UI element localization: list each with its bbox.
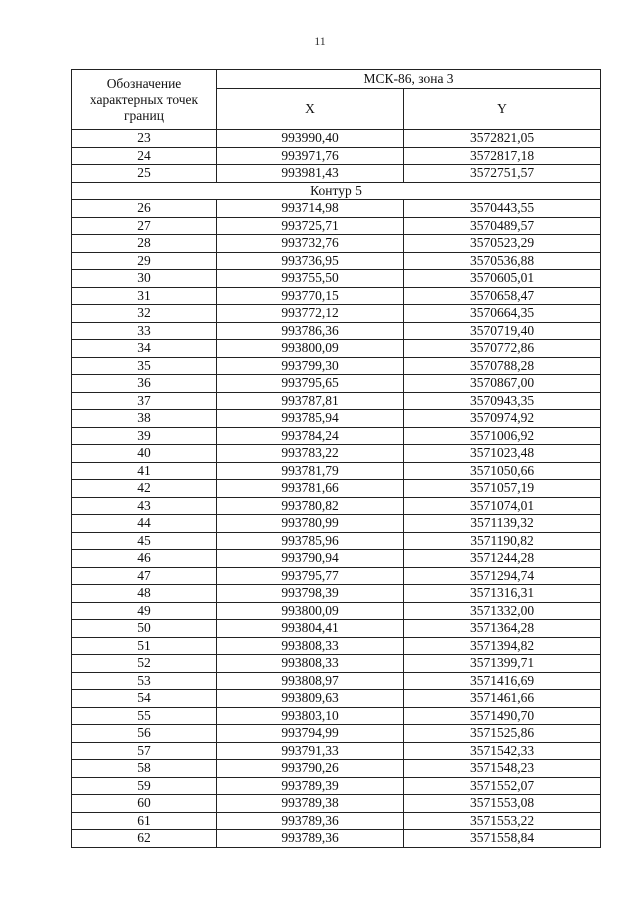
header-x: X [217,89,404,130]
x-coordinate-cell: 993799,30 [217,357,404,375]
point-number-cell: 40 [72,445,217,463]
y-coordinate-cell: 3571552,07 [404,777,601,795]
table-row [72,567,601,585]
x-coordinate-cell: 993785,94 [217,410,404,428]
x-coordinate-cell: 993990,40 [217,130,404,148]
x-coordinate-cell: 993785,96 [217,532,404,550]
point-number-cell: 23 [72,130,217,148]
table-row [72,165,601,183]
x-coordinate-cell: 993725,71 [217,217,404,235]
table-row [72,130,601,148]
y-coordinate-cell: 3571244,28 [404,550,601,568]
x-coordinate-cell: 993794,99 [217,725,404,743]
x-coordinate-cell: 993736,95 [217,252,404,270]
point-number-cell: 59 [72,777,217,795]
y-coordinate-cell: 3570867,00 [404,375,601,393]
x-coordinate-cell: 993789,38 [217,795,404,813]
x-coordinate-cell: 993809,63 [217,690,404,708]
table-row [72,322,601,340]
y-coordinate-cell: 3571294,74 [404,567,601,585]
x-coordinate-cell: 993971,76 [217,147,404,165]
x-coordinate-cell: 993804,41 [217,620,404,638]
point-number-cell: 45 [72,532,217,550]
point-number-cell: 41 [72,462,217,480]
table-row [72,532,601,550]
section-row-group [72,182,601,200]
point-number-cell: 55 [72,707,217,725]
point-number-cell: 24 [72,147,217,165]
y-coordinate-cell: 3570536,88 [404,252,601,270]
table-row [72,742,601,760]
x-coordinate-cell: 993981,43 [217,165,404,183]
table-row [72,252,601,270]
y-coordinate-cell: 3570523,29 [404,235,601,253]
point-number-cell: 54 [72,690,217,708]
y-coordinate-cell: 3571461,66 [404,690,601,708]
y-coordinate-cell: 3571553,08 [404,795,601,813]
x-coordinate-cell: 993800,09 [217,340,404,358]
x-coordinate-cell: 993781,79 [217,462,404,480]
y-coordinate-cell: 3570974,92 [404,410,601,428]
point-number-cell: 42 [72,480,217,498]
x-coordinate-cell: 993781,66 [217,480,404,498]
point-number-cell: 60 [72,795,217,813]
x-coordinate-cell: 993714,98 [217,200,404,218]
point-number-cell: 31 [72,287,217,305]
header-coordinate-system: МСК-86, зона 3 [217,70,601,89]
point-number-cell: 36 [72,375,217,393]
y-coordinate-cell: 3571050,66 [404,462,601,480]
point-number-cell: 29 [72,252,217,270]
x-coordinate-cell: 993789,39 [217,777,404,795]
y-coordinate-cell: 3572821,05 [404,130,601,148]
x-coordinate-cell: 993808,33 [217,655,404,673]
table-row [72,515,601,533]
point-number-cell: 32 [72,305,217,323]
y-coordinate-cell: 3571416,69 [404,672,601,690]
table-row [72,777,601,795]
point-number-cell: 38 [72,410,217,428]
point-number-cell: 39 [72,427,217,445]
table-row [72,760,601,778]
rows-before-section [72,130,601,183]
y-coordinate-cell: 3571139,32 [404,515,601,533]
x-coordinate-cell: 993803,10 [217,707,404,725]
table-row [72,795,601,813]
table-row [72,550,601,568]
x-coordinate-cell: 993787,81 [217,392,404,410]
table-row [72,830,601,848]
y-coordinate-cell: 3570664,35 [404,305,601,323]
table-row [72,410,601,428]
table-row [72,725,601,743]
table-row [72,620,601,638]
point-number-cell: 48 [72,585,217,603]
section-row [72,182,601,200]
y-coordinate-cell: 3570658,47 [404,287,601,305]
x-coordinate-cell: 993770,15 [217,287,404,305]
x-coordinate-cell: 993795,77 [217,567,404,585]
x-coordinate-cell: 993732,76 [217,235,404,253]
rows-after-section [72,200,601,848]
y-coordinate-cell: 3572751,57 [404,165,601,183]
y-coordinate-cell: 3571316,31 [404,585,601,603]
table-row [72,287,601,305]
y-coordinate-cell: 3571548,23 [404,760,601,778]
table-row [72,497,601,515]
y-coordinate-cell: 3571558,84 [404,830,601,848]
point-number-cell: 53 [72,672,217,690]
point-number-cell: 30 [72,270,217,288]
point-number-cell: 56 [72,725,217,743]
point-number-cell: 50 [72,620,217,638]
point-number-cell: 26 [72,200,217,218]
y-coordinate-cell: 3570489,57 [404,217,601,235]
x-coordinate-cell: 993808,97 [217,672,404,690]
point-number-cell: 62 [72,830,217,848]
table-row [72,462,601,480]
y-coordinate-cell: 3570605,01 [404,270,601,288]
y-coordinate-cell: 3571553,22 [404,812,601,830]
x-coordinate-cell: 993780,82 [217,497,404,515]
x-coordinate-cell: 993808,33 [217,637,404,655]
point-number-cell: 35 [72,357,217,375]
x-coordinate-cell: 993800,09 [217,602,404,620]
y-coordinate-cell: 3570719,40 [404,322,601,340]
table-row [72,672,601,690]
table-row [72,585,601,603]
x-coordinate-cell: 993780,99 [217,515,404,533]
table-row [72,305,601,323]
section-label: Контур 5 [72,182,601,200]
y-coordinate-cell: 3571364,28 [404,620,601,638]
point-number-cell: 37 [72,392,217,410]
point-number-cell: 47 [72,567,217,585]
table-row [72,217,601,235]
point-number-cell: 44 [72,515,217,533]
y-coordinate-cell: 3571023,48 [404,445,601,463]
y-coordinate-cell: 3571074,01 [404,497,601,515]
y-coordinate-cell: 3572817,18 [404,147,601,165]
x-coordinate-cell: 993784,24 [217,427,404,445]
y-coordinate-cell: 3570788,28 [404,357,601,375]
table-row [72,340,601,358]
y-coordinate-cell: 3571332,00 [404,602,601,620]
table-row [72,357,601,375]
point-number-cell: 25 [72,165,217,183]
table-row [72,200,601,218]
x-coordinate-cell: 993791,33 [217,742,404,760]
y-coordinate-cell: 3571542,33 [404,742,601,760]
x-coordinate-cell: 993789,36 [217,812,404,830]
point-number-cell: 28 [72,235,217,253]
table-row [72,637,601,655]
point-number-cell: 52 [72,655,217,673]
y-coordinate-cell: 3571006,92 [404,427,601,445]
y-coordinate-cell: 3570772,86 [404,340,601,358]
y-coordinate-cell: 3571525,86 [404,725,601,743]
table-row [72,480,601,498]
y-coordinate-cell: 3571057,19 [404,480,601,498]
y-coordinate-cell: 3571399,71 [404,655,601,673]
x-coordinate-cell: 993783,22 [217,445,404,463]
point-number-cell: 57 [72,742,217,760]
table-row [72,812,601,830]
point-number-cell: 61 [72,812,217,830]
x-coordinate-cell: 993789,36 [217,830,404,848]
point-number-cell: 49 [72,602,217,620]
table-row [72,235,601,253]
point-number-cell: 43 [72,497,217,515]
y-coordinate-cell: 3571490,70 [404,707,601,725]
header-designation: Обозначение характерных точек границ [72,70,217,130]
table-row [72,707,601,725]
y-coordinate-cell: 3571190,82 [404,532,601,550]
table-row [72,602,601,620]
point-number-cell: 33 [72,322,217,340]
coordinates-table [71,69,601,848]
point-number-cell: 51 [72,637,217,655]
x-coordinate-cell: 993755,50 [217,270,404,288]
table-row [72,427,601,445]
table-row [72,375,601,393]
x-coordinate-cell: 993786,36 [217,322,404,340]
y-coordinate-cell: 3570443,55 [404,200,601,218]
table-row [72,392,601,410]
x-coordinate-cell: 993790,94 [217,550,404,568]
table-row [72,690,601,708]
header-y: Y [404,89,601,130]
x-coordinate-cell: 993795,65 [217,375,404,393]
x-coordinate-cell: 993772,12 [217,305,404,323]
table-row [72,270,601,288]
point-number-cell: 27 [72,217,217,235]
x-coordinate-cell: 993798,39 [217,585,404,603]
table-row [72,655,601,673]
table-row [72,147,601,165]
y-coordinate-cell: 3570943,35 [404,392,601,410]
x-coordinate-cell: 993790,26 [217,760,404,778]
table-row [72,445,601,463]
y-coordinate-cell: 3571394,82 [404,637,601,655]
point-number-cell: 34 [72,340,217,358]
point-number-cell: 46 [72,550,217,568]
point-number-cell: 58 [72,760,217,778]
page-number: 11 [314,34,326,48]
